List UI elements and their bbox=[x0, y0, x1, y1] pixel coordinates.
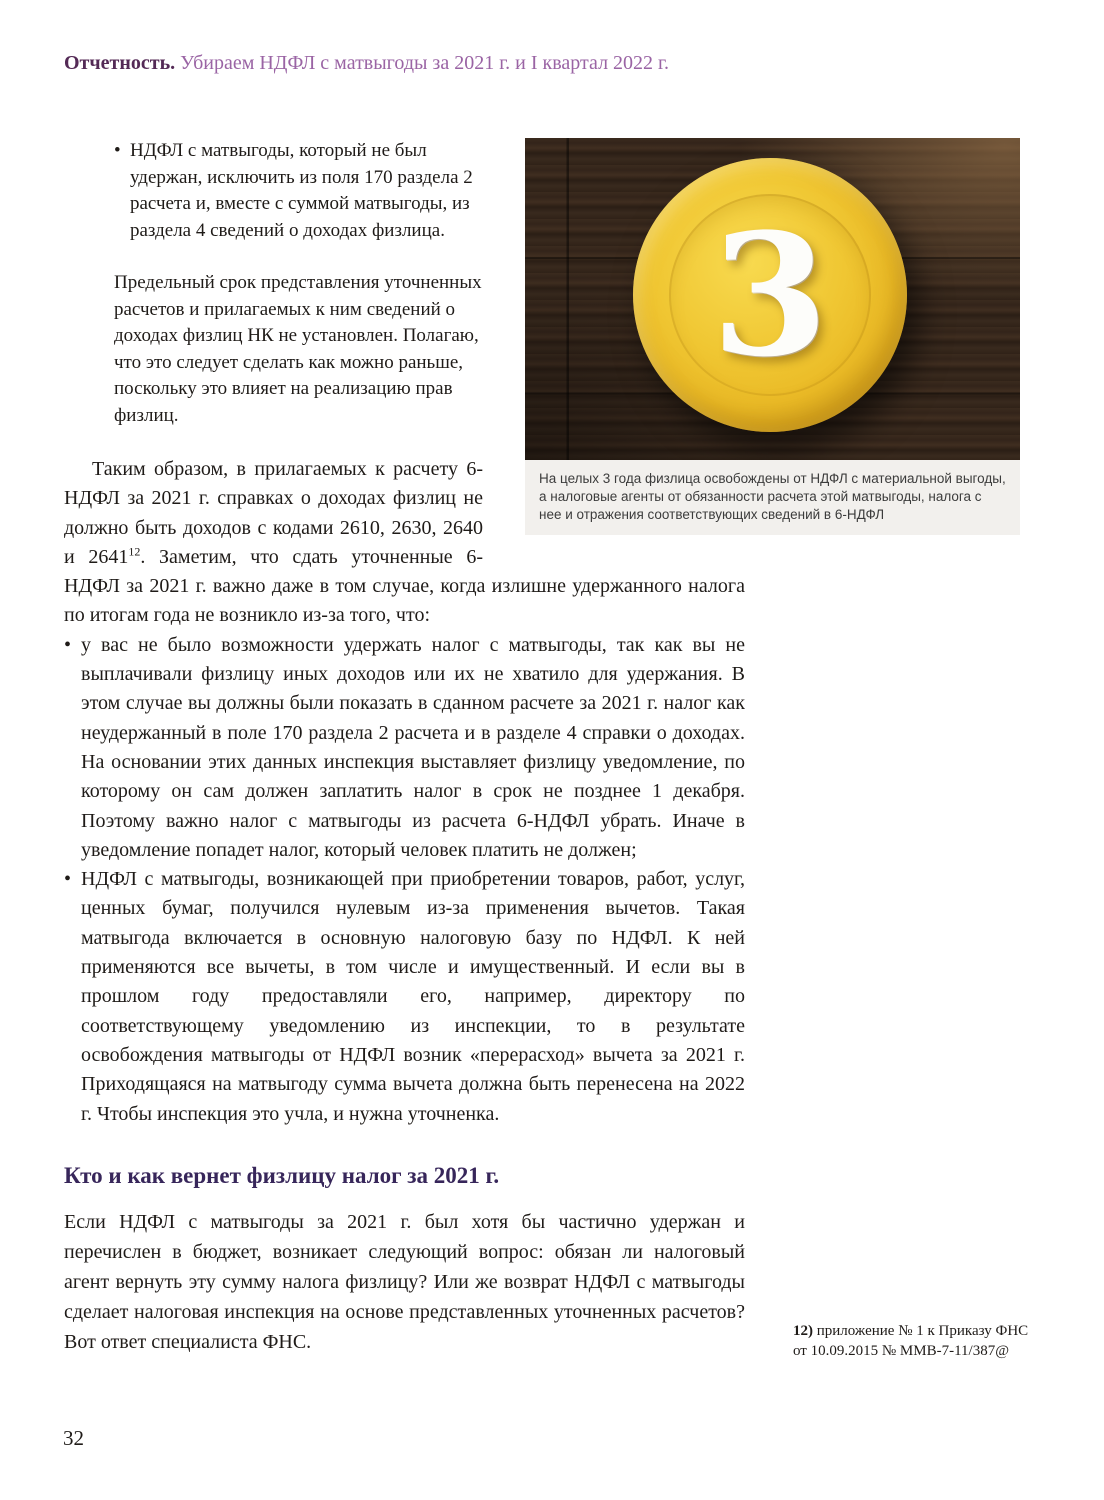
body-bullet-item bbox=[64, 865, 745, 1129]
plate-number: 3 bbox=[711, 196, 829, 394]
section-heading: Кто и как вернет физлицу налог за 2021 г. bbox=[64, 1162, 500, 1188]
body-bullet-item bbox=[64, 631, 745, 865]
bullet-marker-icon: • bbox=[64, 868, 72, 891]
bullet-marker-icon: • bbox=[64, 633, 72, 656]
yellow-plate bbox=[633, 158, 907, 432]
intro-bullet-text: НДФЛ с матвыгоды, который не был удержан, исключить из поля 170 раздела 2 расчета и, вместе с суммой матвыгоды, из раздела 4 сведений о доходах физлица. bbox=[130, 140, 473, 241]
paragraph-text: . Заметим, что сдать уточненные 6-НДФЛ за 2021 г. важно даже в том случае, когда излишне удержанного налога по итогам года не возникло из-за того, что: bbox=[64, 545, 745, 627]
page-number: 32 bbox=[63, 1426, 84, 1450]
bullet-text: у вас не было возможности удержать налог с матвыгоды, так как вы не выплачивали физлицу иных доходов или их не хватило для удержания. В этом случае вы должны были показать в сданном расчете за 2021 г. налог как неудержанный в поле 170 раздела 2 расчета и в разделе 4 справки о доходах. На основании этих данных инспекция выставляет физлицу уведомление, по которому он сам должен заплатить налог в срок не позднее 1 декабря. Поэтому важно налог с матвыгоды из расчета 6-НДФЛ убрать. Иначе в уведомление попадет налог, который человек платить не должен; bbox=[81, 633, 745, 861]
footnote bbox=[793, 1322, 1038, 1361]
page-header bbox=[64, 50, 669, 76]
bullet-marker-icon: • bbox=[114, 140, 121, 161]
photo-image-wood-background bbox=[525, 138, 1020, 460]
footnote-text: приложение № 1 к Приказу ФНС от 10.09.2015 № ММВ-7-11/387@ bbox=[793, 1323, 1029, 1359]
footnote-marker: 12) bbox=[793, 1323, 813, 1339]
footnote-reference: 12 bbox=[128, 544, 141, 559]
body-bullet-list bbox=[64, 631, 745, 1129]
rubric-label: Отчетность. bbox=[64, 52, 176, 74]
header-title: Убираем НДФЛ с матвыгоды за 2021 г. и I квартал 2022 г. bbox=[180, 52, 669, 74]
article-photo bbox=[525, 138, 1020, 535]
photo-caption: На целых 3 года физлица освобождены от НДФЛ с материальной выгоды, а налоговые агенты от обязанности расчета этой матвыгоды, налога с нее и отражения соответствующих сведений в 6-НДФЛ bbox=[525, 460, 1020, 535]
body-paragraph-2: Если НДФЛ с матвыгоды за 2021 г. был хотя бы частично удержан и перечислен в бюджет, возникает следующий вопрос: обязан ли налоговый агент вернуть эту сумму налога физлицу? Или же возврат НДФЛ с матвыгоды сделает налоговая инспекция на основе представленных уточненных расчетов? Вот ответ специалиста ФНС. bbox=[64, 1210, 745, 1353]
intro-paragraph: Предельный срок представления уточненных расчетов и прилагаемых к ним сведений о доходах физлиц НК не установлен. Полагаю, что это следует сделать как можно раньше, поскольку это влияет на реализацию прав физлиц. bbox=[114, 272, 482, 426]
bullet-text: НДФЛ с матвыгоды, возникающей при приобретении товаров, работ, услуг, ценных бумаг, получился нулевым из-за применения вычетов. Такая матвыгода включается в основную налоговую базу по НДФЛ. К ней применяются все вычеты, в том числе и имущественный. И если вы в прошлом году предоставляли его, например, директору по соответствующему уведомлению из инспекции, то в результате освобождения матвыгоды от НДФЛ возник «перерасход» вычета за 2021 г. Приходящаяся на матвыгоду сумма вычета должна быть перенесена на 2022 г. Чтобы инспекция это учла, и нужна уточненка. bbox=[81, 868, 745, 1125]
paragraph-text: Таким образом, в прилагаемых к расчету 6-НДФЛ за 2021 г. справках о доходах физлиц не должно быть доходов с кодами 2610, 2630, 2640 и 2641 bbox=[64, 458, 483, 568]
